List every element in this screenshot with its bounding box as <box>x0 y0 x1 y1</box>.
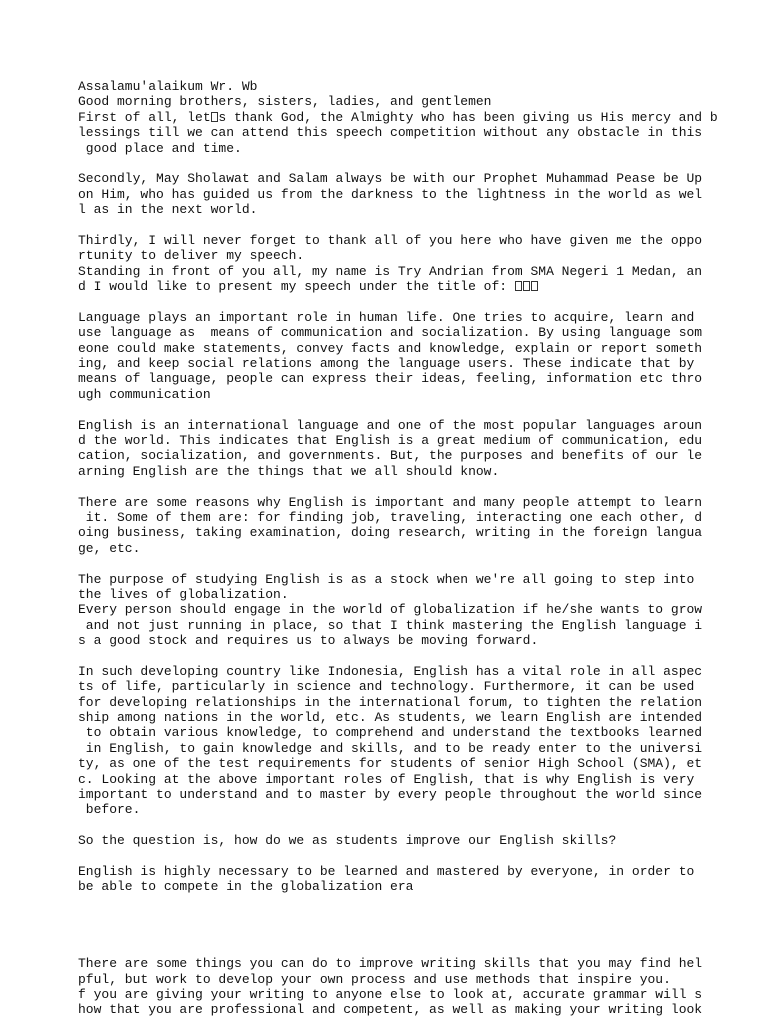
text-line: f you are giving your writing to anyone else to look at, accurate grammar will s <box>78 987 703 1003</box>
paragraph-spacer <box>78 156 758 171</box>
missing-glyph-icon <box>523 281 530 291</box>
text-line: Language plays an important role in human life. One tries to acquire, learn and <box>78 309 695 325</box>
text-line: s a good stock and requires us to always be moving forward. <box>78 633 539 649</box>
text-line: eone could make statements, convey facts and knowledge, explain or report someth <box>78 340 703 356</box>
text-line: Thirdly, I will never forget to thank all of you here who have given me the oppo <box>78 232 703 248</box>
text-line: ts of life, particularly in science and technology. Furthermore, it can be used <box>78 679 695 695</box>
text-line: ge, etc. <box>78 540 141 556</box>
text-line: be able to compete in the globalization era <box>78 879 414 895</box>
paragraph-spacer <box>78 218 758 233</box>
text-line: important to understand and to master by every people throughout the world since <box>78 786 703 802</box>
text-line: to obtain various knowledge, to comprehend and understand the textbooks learned <box>78 725 703 741</box>
paragraph-spacer <box>78 556 758 571</box>
paragraph-sholawat <box>78 171 758 217</box>
paragraph-english-international <box>78 418 758 480</box>
text-line: rtunity to deliver my speech. <box>78 248 305 264</box>
text-line: good place and time. <box>78 140 242 156</box>
text-line: Standing in front of you all, my name is Try Andrian from SMA Negeri 1 Medan, an <box>78 263 703 279</box>
text-line: d I would like to present my speech under the title of: <box>78 279 758 294</box>
paragraph-spacer <box>78 479 758 494</box>
paragraph-spacer <box>78 294 758 309</box>
missing-glyph-icon <box>515 281 522 291</box>
text-line: in English, to gain knowledge and skills, and to be ready enter to the universi <box>78 740 703 756</box>
text-line: ship among nations in the world, etc. As students, we learn English are intended <box>78 710 703 726</box>
text-line: There are some things you can do to improve writing skills that you may find hel <box>78 956 703 972</box>
paragraph-spacer <box>78 818 758 833</box>
text-line: ugh communication <box>78 386 211 402</box>
text-line: So the question is, how do we as students improve our English skills? <box>78 833 617 849</box>
text-line: how that you are professional and competent, as well as making your writing look <box>78 1002 703 1018</box>
text-line: There are some reasons why English is important and many people attempt to learn <box>78 494 703 510</box>
text-line: for developing relationships in the international forum, to tighten the relation <box>78 694 703 710</box>
paragraph-greeting <box>78 79 758 156</box>
text-line: Good morning brothers, sisters, ladies, and gentlemen <box>78 94 492 110</box>
paragraph-spacer <box>78 402 758 417</box>
text-line: arning English are the things that we all should know. <box>78 463 500 479</box>
text-line: First of all, let s thank God, the Almighty who has been giving us His mercy and b <box>78 109 718 125</box>
text-line: pful, but work to develop your own process and use methods that inspire you. <box>78 971 671 987</box>
text-line: and not just running in place, so that I think mastering the English language i <box>78 617 703 633</box>
missing-glyph-icon <box>531 281 538 291</box>
text-line: cation, socialization, and governments. But, the purposes and benefits of our le <box>78 448 703 464</box>
text-line: oing business, taking examination, doing research, writing in the foreign langua <box>78 525 703 541</box>
paragraph-necessary <box>78 864 758 895</box>
text-line: it. Some of them are: for finding job, traveling, interacting one each other, d <box>78 509 703 525</box>
text-line: the lives of globalization. <box>78 586 289 602</box>
paragraph-thanks <box>78 233 758 295</box>
text-line: English is an international language and one of the most popular languages aroun <box>78 417 703 433</box>
text-line: ty, as one of the test requirements for students of senior High School (SMA), et <box>78 756 703 772</box>
paragraph-language-role <box>78 310 758 402</box>
text-line: Every person should engage in the world of globalization if he/she wants to grow <box>78 602 703 618</box>
text-line: lessings till we can attend this speech competition without any obstacle in this <box>78 125 703 141</box>
paragraph-question <box>78 833 758 848</box>
text-line: The purpose of studying English is as a stock when we're all going to step into <box>78 571 695 587</box>
text-line: In such developing country like Indonesia, English has a vital role in all aspec <box>78 663 703 679</box>
text-line: Secondly, May Sholawat and Salam always be with our Prophet Muhammad Pease be Up <box>78 171 703 187</box>
paragraph-spacer <box>78 895 758 957</box>
text-line: English is highly necessary to be learned and mastered by everyone, in order to <box>78 863 695 879</box>
text-line: d the world. This indicates that English is a great medium of communication, edu <box>78 432 703 448</box>
text-line: ing, and keep social relations among the language users. These indicate that by <box>78 356 695 372</box>
paragraph-spacer <box>78 648 758 663</box>
paragraph-reasons <box>78 495 758 557</box>
missing-glyph-icon <box>211 112 218 122</box>
text-line: on Him, who has guided us from the darkness to the lightness in the world as wel <box>78 186 703 202</box>
text-line: use language as means of communication and socialization. By using language som <box>78 325 703 341</box>
paragraph-spacer <box>78 849 758 864</box>
speech-document <box>78 79 758 1018</box>
paragraph-indonesia <box>78 664 758 818</box>
text-line: c. Looking at the above important roles of English, that is why English is very <box>78 771 695 787</box>
paragraph-purpose <box>78 572 758 649</box>
paragraph-writing <box>78 956 758 1018</box>
text-line: means of language, people can express their ideas, feeling, information etc thro <box>78 371 703 387</box>
text-line: before. <box>78 802 141 818</box>
text-line: l as in the next world. <box>78 202 258 218</box>
text-line: Assalamu'alaikum Wr. Wb <box>78 79 258 94</box>
